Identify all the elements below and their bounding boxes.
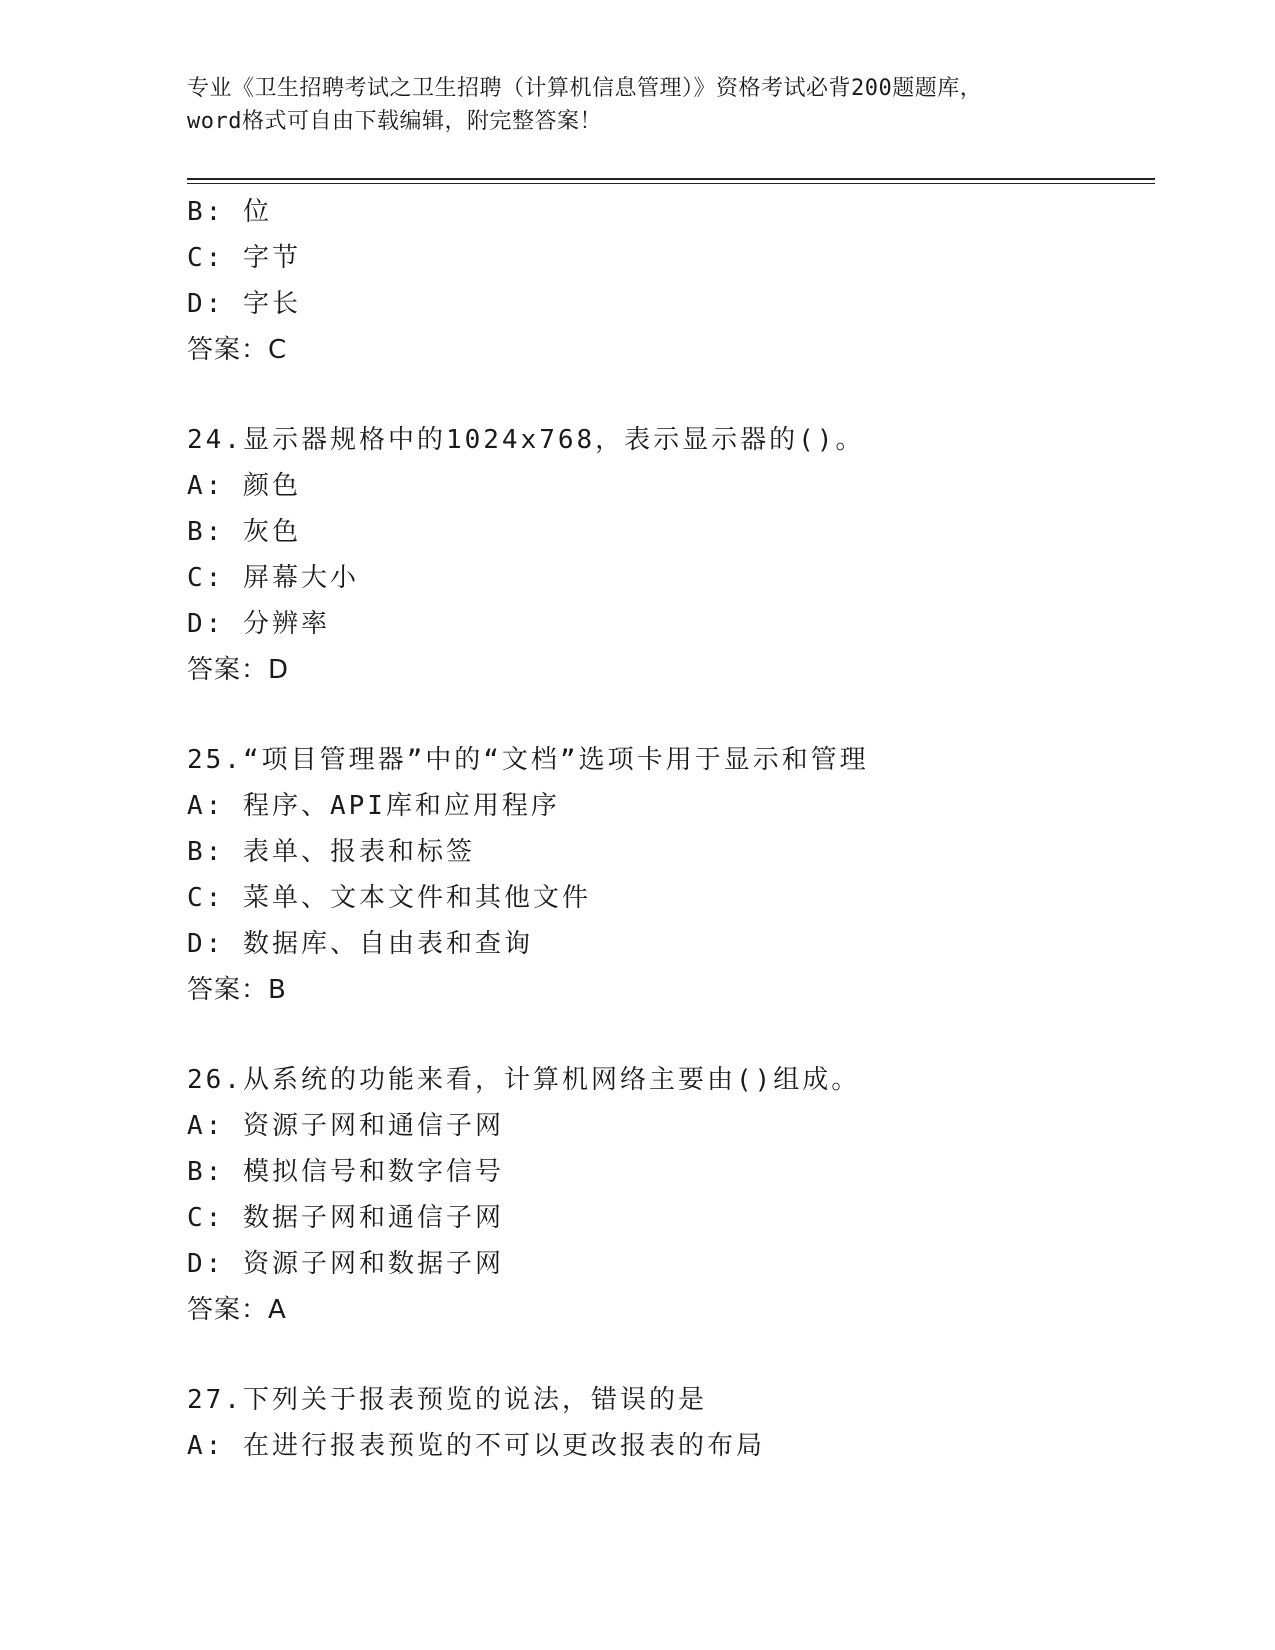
option-c: C: 屏幕大小 xyxy=(187,563,359,593)
option-c: C: 字节 xyxy=(187,243,301,273)
question-block-26 xyxy=(187,1057,1155,1333)
option-a: A: 程序、API库和应用程序 xyxy=(187,791,560,821)
answer-line: 答案：D xyxy=(187,655,290,685)
option-c: C: 菜单、文本文件和其他文件 xyxy=(187,883,591,913)
question-list xyxy=(187,189,1155,1469)
header-divider-thin xyxy=(187,183,1155,184)
header-title-line-1: 专业《卫生招聘考试之卫生招聘（计算机信息管理）》资格考试必背200题题库， xyxy=(187,76,983,101)
question-stem: 26.从系统的功能来看，计算机网络主要由()组成。 xyxy=(187,1065,861,1095)
option-a: A: 在进行报表预览的不可以更改报表的布局 xyxy=(187,1431,765,1461)
question-stem: 27.下列关于报表预览的说法，错误的是 xyxy=(187,1385,707,1415)
question-stem: 25.“项目管理器”中的“文档”选项卡用于显示和管理 xyxy=(187,745,869,775)
question-block-25 xyxy=(187,737,1155,1013)
option-b: B: 模拟信号和数字信号 xyxy=(187,1157,504,1187)
option-d: D: 分辨率 xyxy=(187,609,330,639)
answer-line: 答案：C xyxy=(187,335,288,365)
answer-line: 答案：A xyxy=(187,1295,287,1325)
question-block-27 xyxy=(187,1377,1155,1469)
question-stem: 24.显示器规格中的1024x768，表示显示器的()。 xyxy=(187,425,865,455)
option-b: B: 灰色 xyxy=(187,517,301,547)
header-title-line-2: word格式可自由下载编辑，附完整答案！ xyxy=(187,109,602,134)
option-d: D: 数据库、自由表和查询 xyxy=(187,929,533,959)
question-block-23 xyxy=(187,189,1155,373)
question-block-24 xyxy=(187,417,1155,693)
answer-line: 答案：B xyxy=(187,975,287,1005)
option-d: D: 资源子网和数据子网 xyxy=(187,1249,504,1279)
option-b: B: 位 xyxy=(187,197,272,227)
option-a: A: 资源子网和通信子网 xyxy=(187,1111,504,1141)
option-d: D: 字长 xyxy=(187,289,301,319)
document-header xyxy=(187,72,1087,138)
header-divider-thick xyxy=(187,178,1155,180)
option-c: C: 数据子网和通信子网 xyxy=(187,1203,504,1233)
option-a: A: 颜色 xyxy=(187,471,301,501)
option-b: B: 表单、报表和标签 xyxy=(187,837,475,867)
